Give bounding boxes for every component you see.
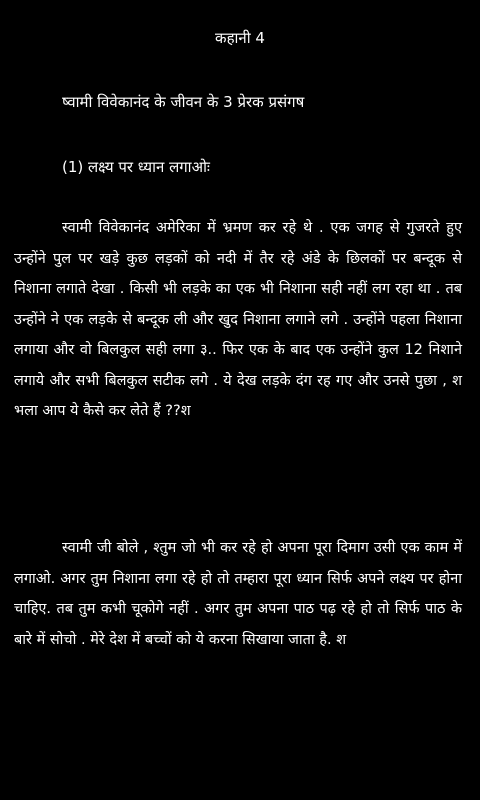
story-number-label: कहानी 4 [215,29,265,47]
story-title: ष्वामी विवेकानंद के जीवन के 3 प्रेरक प्रसंगष [62,93,305,111]
story-paragraph-2: स्वामी जी बोले , श्तुम जो भी कर रहे हो अपना पूरा दिमाग उसी एक काम में लगाओ. अगर तुम निशाना लगा रहे हो तो तम्हारा पूरा ध्यान सिर्फ अपने लक्ष्य पर होना चाहिए. तब तुम कभी चूकोगे नहीं . अगर तुम अपना पाठ पढ़ रहे हो तो सिर्फ पाठ के बारे में सोचो . मेरे देश में बच्चों को ये करना सिखाया जाता है. श [14,540,462,648]
story-paragraph-1: स्वामी विवेकानंद अमेरिका में भ्रमण कर रहे थे . एक जगह से गुजरते हुए उन्होंने पुल पर खड़े कुछ लड़कों को नदी में तैर रहे अंडे के छिलकों पर बन्दूक से निशाना लगाते देखा . किसी भी लड़के का एक भी निशाना सही नहीं लग रहा था . तब उन्होंने ने एक लड़के से बन्दूक ली और खुद निशाना लगाने लगे . उन्होंने पहला निशाना लगाया और वो बिलकुल सही लगा ३.. फिर एक के बाद एक उन्होंने कुल 12 निशाने लगाये और सभी बिलकुल सटीक लगे . ये देख लड़के दंग रह गए और उनसे पुछा , श भला आप ये कैसे कर लेते हैं ??श [14,220,462,419]
section-heading: (1) लक्ष्य पर ध्यान लगाओः [62,158,210,176]
